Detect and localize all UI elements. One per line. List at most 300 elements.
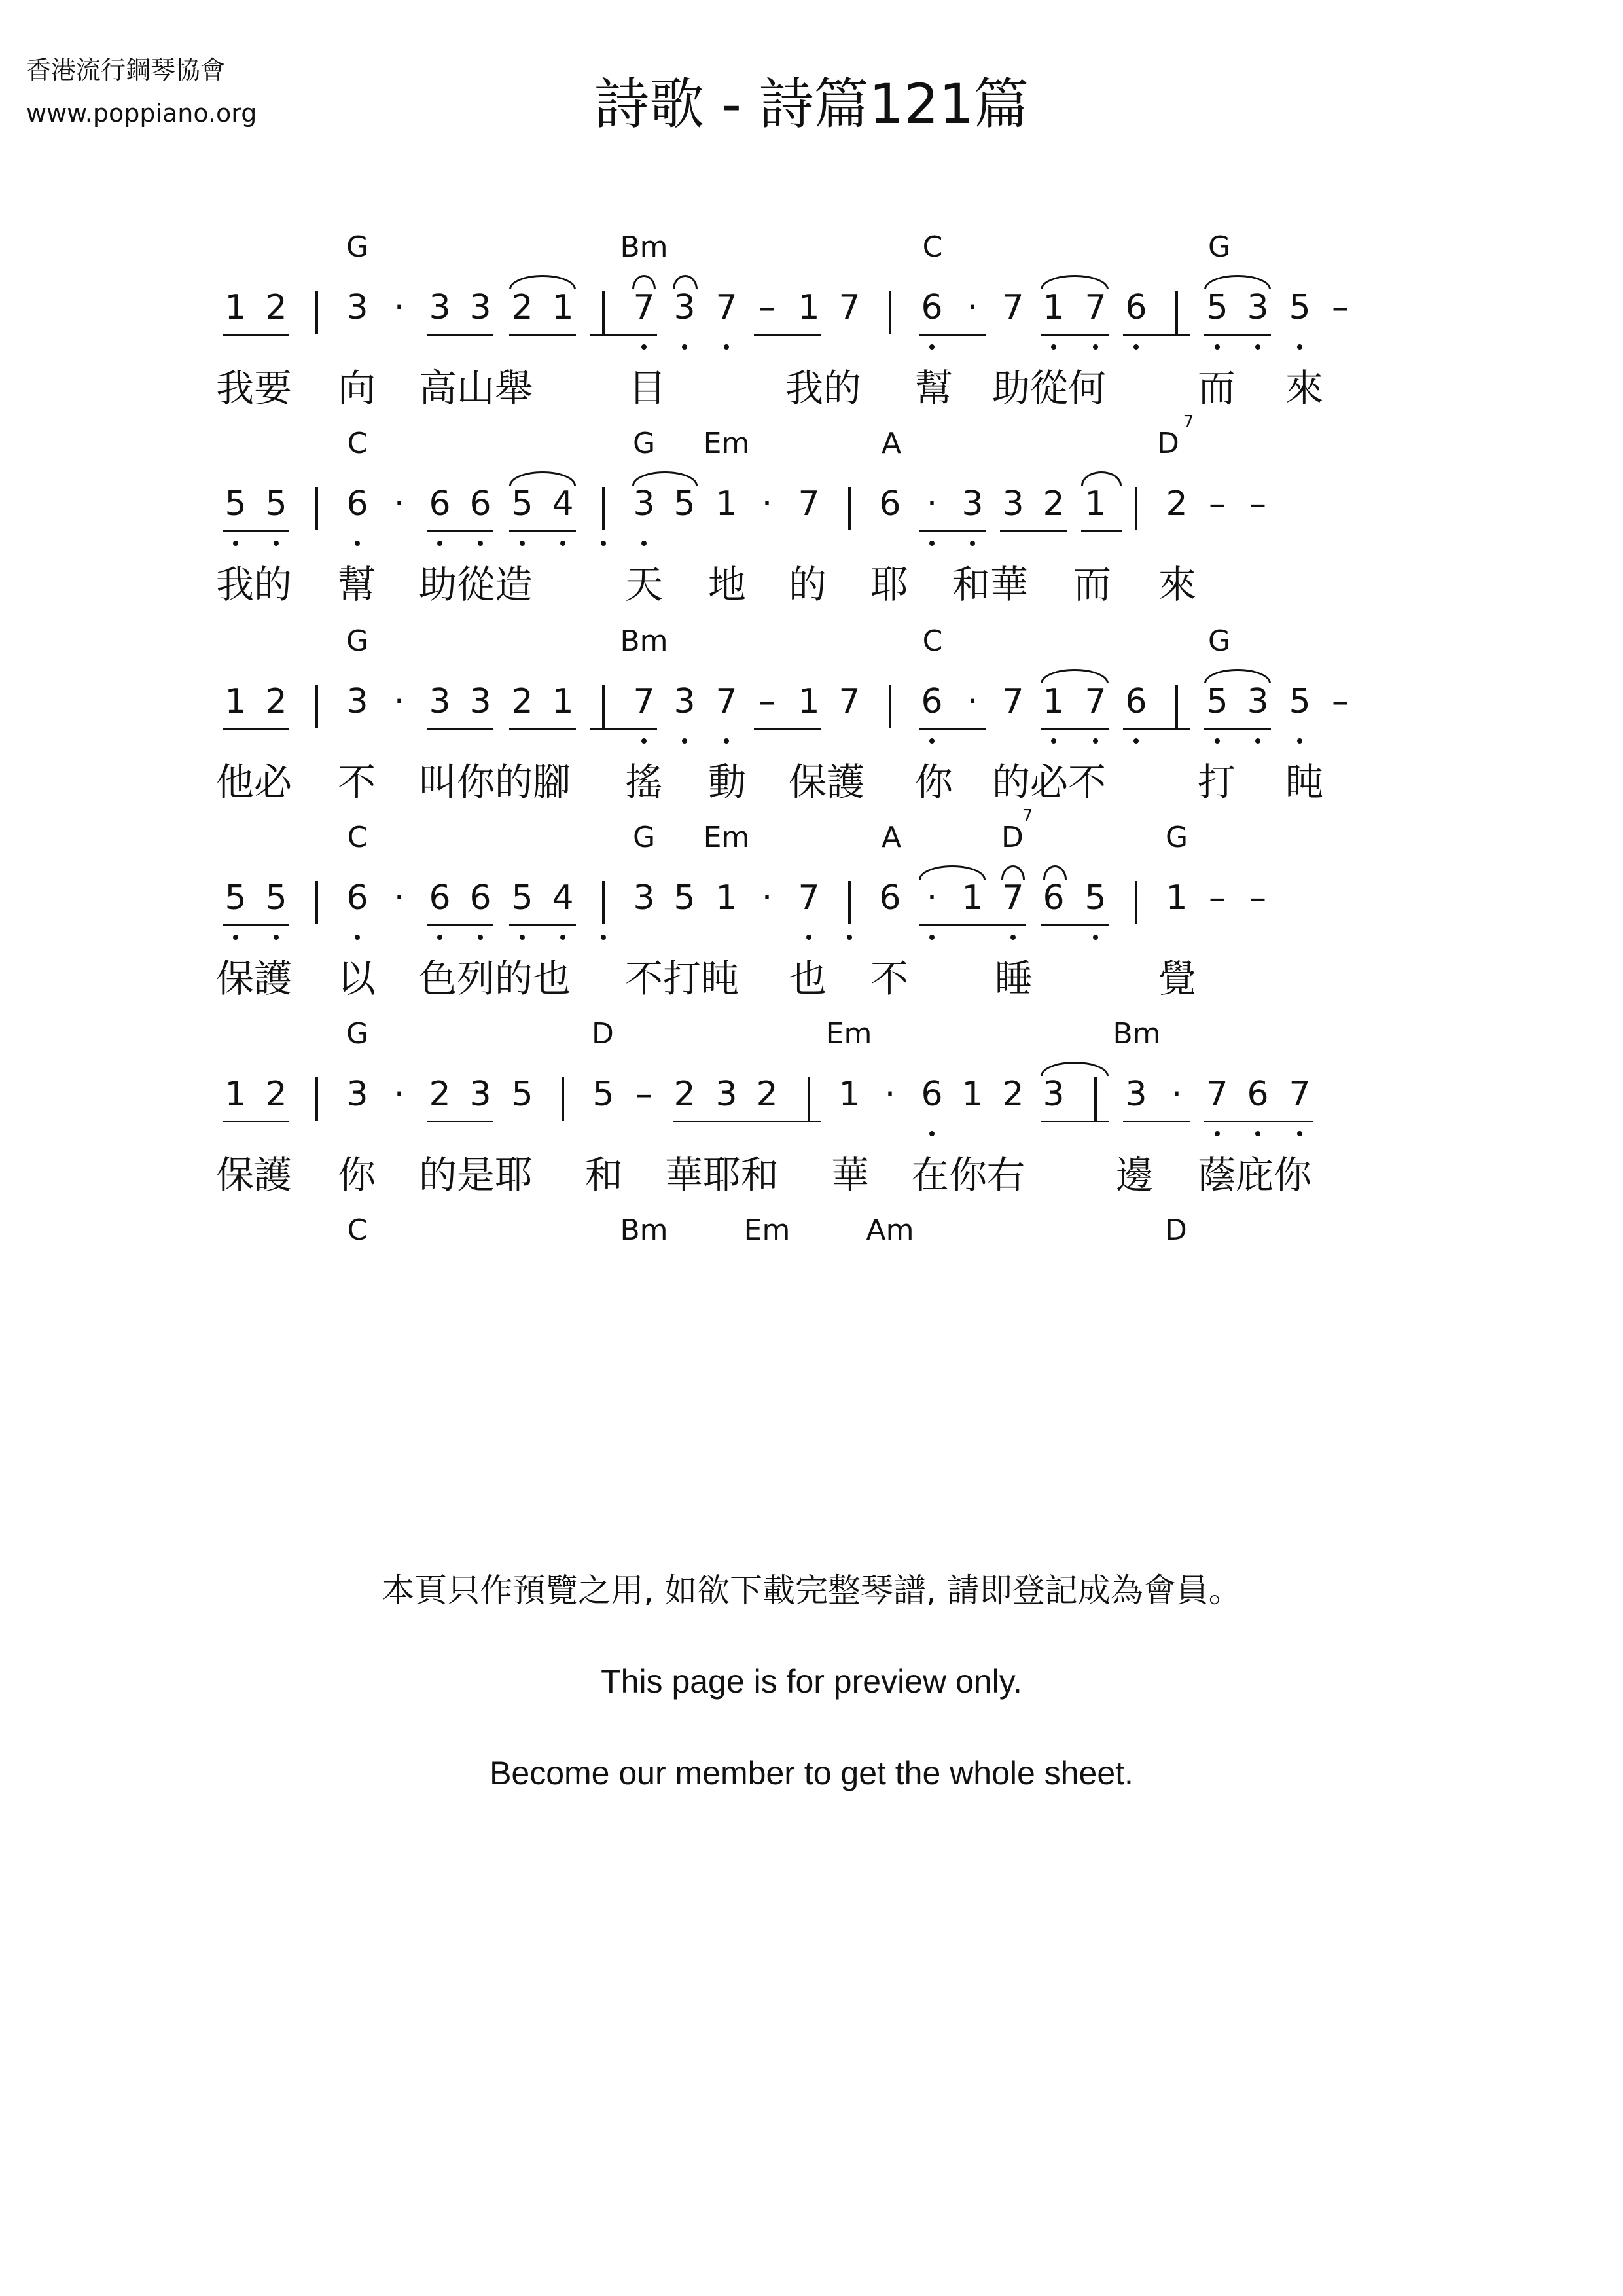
- note: 4: [552, 878, 574, 918]
- lyric-text: 在你右: [911, 1153, 1026, 1197]
- chord-symbol: D: [1001, 821, 1024, 854]
- note: 1: [1043, 288, 1065, 327]
- lyric-text: 目: [628, 366, 667, 410]
- tie-arc: [919, 865, 986, 880]
- lyric-text: 耶: [870, 562, 909, 607]
- note: 3: [673, 288, 696, 327]
- chord-symbol: Bm: [620, 1213, 668, 1247]
- chord-symbol: G: [1207, 230, 1231, 264]
- chord-symbol: C: [922, 230, 943, 264]
- note: 1: [552, 288, 574, 327]
- low-octave-dot: [1255, 1131, 1260, 1136]
- beam-underline: [919, 530, 986, 532]
- lyric-text: 天: [625, 562, 664, 607]
- lyric-text: 也: [789, 956, 827, 1001]
- note: 3: [469, 288, 491, 327]
- note: 7: [1206, 1075, 1228, 1114]
- note: 5: [265, 484, 287, 524]
- tie-arc: [1041, 275, 1109, 289]
- beam-underline: [427, 728, 493, 730]
- note: 6: [1043, 878, 1065, 918]
- note: 6: [429, 878, 451, 918]
- barline: [315, 685, 318, 728]
- chord-symbol: Am: [866, 1213, 914, 1247]
- note: 3: [961, 484, 984, 524]
- note: 1: [961, 1075, 984, 1114]
- dot-augmentation: ·: [884, 1075, 896, 1114]
- preview-notice-chinese: 本頁只作預覽之用, 如欲下載完整琴譜, 請即登記成為會員。: [382, 1571, 1241, 1609]
- note: 5: [592, 1075, 615, 1114]
- beam-underline: [673, 1121, 740, 1122]
- low-octave-dot: [233, 935, 238, 940]
- chord-symbol: C: [347, 427, 368, 460]
- chord-symbol: C: [347, 821, 368, 854]
- note: 3: [429, 288, 451, 327]
- dash-hold: –: [1209, 878, 1226, 918]
- chord-symbol: Bm: [620, 230, 668, 264]
- lyric-text: 向: [338, 366, 376, 410]
- tie-arc: [1041, 1062, 1109, 1076]
- barline: [808, 1077, 810, 1121]
- note: 7: [1084, 288, 1107, 327]
- low-octave-dot: [520, 935, 525, 940]
- lyric-text: 你: [338, 1153, 376, 1197]
- note: 1: [1166, 878, 1188, 918]
- note: 3: [346, 682, 368, 721]
- low-octave-dot: [560, 935, 565, 940]
- note: 3: [633, 484, 655, 524]
- low-octave-dot: [847, 935, 852, 940]
- note: 1: [798, 288, 820, 327]
- beam-underline: [427, 530, 493, 532]
- low-octave-dot: [437, 541, 442, 546]
- note: 5: [224, 878, 247, 918]
- barline: [1175, 291, 1178, 334]
- chord-symbol: G: [632, 821, 656, 854]
- lyric-text: 你: [915, 760, 954, 804]
- beam-underline: [754, 728, 821, 730]
- lyric-text: 幫: [338, 562, 376, 607]
- beam-underline: [1246, 1121, 1313, 1122]
- dot-augmentation: ·: [393, 682, 405, 721]
- low-octave-dot: [355, 935, 360, 940]
- lyric-text: 而: [1198, 366, 1236, 410]
- note: 7: [1289, 1075, 1311, 1114]
- chord-symbol: G: [346, 624, 369, 658]
- tie-arc: [1041, 669, 1109, 683]
- lyric-text: 不: [870, 956, 909, 1001]
- lyric-text: 蔭庇你: [1198, 1153, 1312, 1197]
- note: 6: [879, 484, 901, 524]
- note: 7: [1002, 878, 1024, 918]
- barline: [602, 291, 605, 334]
- low-octave-dot: [437, 935, 442, 940]
- note: 7: [633, 288, 655, 327]
- lyric-text: 助從造: [419, 562, 533, 607]
- chord-symbol: Em: [703, 821, 750, 854]
- chord-symbol: G: [346, 1017, 369, 1050]
- chord-symbol: G: [1165, 821, 1188, 854]
- low-octave-dot: [1133, 344, 1139, 350]
- low-octave-dot: [929, 1131, 935, 1136]
- chord-symbol: C: [347, 1213, 368, 1247]
- beam-underline: [1123, 728, 1190, 730]
- barline: [889, 685, 891, 728]
- note: 6: [346, 878, 368, 918]
- lyric-text: 邊: [1116, 1153, 1154, 1197]
- lyric-text: 我的: [785, 366, 862, 410]
- chord-symbol: Bm: [1113, 1017, 1161, 1050]
- lyric-text: 我的: [216, 562, 293, 607]
- lyric-text: 不打盹: [625, 956, 740, 1001]
- lyric-text: 來: [1158, 562, 1197, 607]
- note: 2: [265, 682, 287, 721]
- barline: [315, 487, 318, 530]
- note: 3: [715, 1075, 738, 1114]
- lyric-text: 以: [338, 956, 376, 1001]
- beam-underline: [1041, 334, 1109, 336]
- note: 7: [838, 682, 861, 721]
- lyric-text: 打: [1198, 760, 1236, 804]
- chord-symbol: D: [1165, 1213, 1187, 1247]
- note: 3: [469, 682, 491, 721]
- note: 3: [346, 288, 368, 327]
- low-octave-dot: [1093, 344, 1098, 350]
- lyric-text: 保護: [216, 956, 293, 1001]
- barline: [848, 881, 851, 924]
- note: 5: [1289, 682, 1311, 721]
- brand-name: 香港流行鋼琴協會: [26, 56, 226, 84]
- note: 5: [1084, 878, 1107, 918]
- note: 1: [1084, 484, 1107, 524]
- low-octave-dot: [929, 738, 935, 744]
- note: 2: [429, 1075, 451, 1114]
- chord-symbol: G: [346, 230, 369, 264]
- beam-underline: [1041, 728, 1109, 730]
- low-octave-dot: [601, 541, 606, 546]
- barline: [889, 291, 891, 334]
- note: 7: [715, 288, 738, 327]
- page-title: 詩歌 - 詩篇121篇: [594, 72, 1029, 136]
- note: 1: [838, 1075, 861, 1114]
- lyric-text: 地: [708, 562, 747, 607]
- note: 5: [673, 484, 696, 524]
- tie-arc: [509, 471, 576, 486]
- chord-symbol: A: [881, 821, 902, 854]
- barline: [1135, 881, 1137, 924]
- low-octave-dot: [1255, 738, 1260, 744]
- note: 6: [346, 484, 368, 524]
- low-octave-dot: [929, 541, 935, 546]
- brand-url: www.poppiano.org: [26, 99, 257, 128]
- note: 1: [224, 682, 247, 721]
- low-octave-dot: [806, 935, 812, 940]
- lyric-text: 不: [338, 760, 376, 804]
- note: 2: [265, 288, 287, 327]
- tie-arc: [673, 275, 698, 289]
- lyric-text: 覺: [1158, 956, 1197, 1001]
- low-octave-dot: [641, 344, 647, 350]
- beam-underline: [223, 728, 289, 730]
- barline: [1135, 487, 1137, 530]
- note: 5: [224, 484, 247, 524]
- low-octave-dot: [682, 738, 687, 744]
- note: 5: [1206, 288, 1228, 327]
- beam-underline: [1123, 1121, 1190, 1122]
- preview-notice-line1: This page is for preview only.: [601, 1663, 1022, 1700]
- note: 1: [715, 878, 738, 918]
- beam-underline: [1204, 334, 1271, 336]
- note: 5: [511, 878, 533, 918]
- low-octave-dot: [1215, 738, 1220, 744]
- beam-underline: [509, 924, 576, 926]
- low-octave-dot: [641, 541, 647, 546]
- note: 5: [1206, 682, 1228, 721]
- note: 1: [1043, 682, 1065, 721]
- note: 3: [346, 1075, 368, 1114]
- note: 6: [1125, 288, 1147, 327]
- lyric-text: 和: [585, 1153, 624, 1197]
- dot-augmentation: ·: [393, 1075, 405, 1114]
- dot-augmentation: ·: [761, 484, 773, 524]
- note: 3: [429, 682, 451, 721]
- dot-augmentation: ·: [967, 288, 978, 327]
- low-octave-dot: [724, 344, 729, 350]
- low-octave-dot: [1010, 935, 1016, 940]
- tie-arc: [509, 275, 576, 289]
- chord-symbol: Bm: [620, 624, 668, 658]
- chord-symbol: A: [881, 427, 902, 460]
- low-octave-dot: [1255, 344, 1260, 350]
- low-octave-dot: [355, 541, 360, 546]
- note: 7: [798, 484, 820, 524]
- beam-underline: [427, 1121, 493, 1122]
- tie-arc: [632, 471, 698, 486]
- note: 5: [511, 1075, 533, 1114]
- lyric-text: 華: [831, 1153, 870, 1197]
- tie-arc: [1081, 471, 1122, 486]
- low-octave-dot: [560, 541, 565, 546]
- low-octave-dot: [274, 935, 279, 940]
- lyric-text: 而: [1073, 562, 1112, 607]
- dash-hold: –: [635, 1075, 652, 1114]
- note: 6: [921, 1075, 943, 1114]
- beam-underline: [1204, 728, 1271, 730]
- low-octave-dot: [1093, 935, 1098, 940]
- barline: [1094, 1077, 1097, 1121]
- dash-hold: –: [1332, 682, 1349, 721]
- low-octave-dot: [682, 344, 687, 350]
- beam-underline: [1041, 924, 1109, 926]
- note: 1: [224, 1075, 247, 1114]
- dot-augmentation: ·: [393, 484, 405, 524]
- note: 3: [1002, 484, 1024, 524]
- dash-hold: –: [1209, 484, 1226, 524]
- tie-arc: [632, 275, 656, 289]
- note: 5: [1289, 288, 1311, 327]
- beam-underline: [754, 334, 821, 336]
- note: 6: [469, 484, 491, 524]
- barline: [602, 685, 605, 728]
- beam-underline: [1123, 334, 1190, 336]
- low-octave-dot: [601, 935, 606, 940]
- lyric-text: 助從何: [992, 366, 1107, 410]
- barline: [602, 881, 605, 924]
- chord-symbol: Em: [825, 1017, 872, 1050]
- beam-underline: [509, 334, 576, 336]
- chord-symbol: G: [632, 427, 656, 460]
- note: 2: [511, 288, 533, 327]
- chord-symbol: Em: [703, 427, 750, 460]
- note: 2: [756, 1075, 778, 1114]
- beam-underline: [959, 924, 1026, 926]
- note: 5: [265, 878, 287, 918]
- note: 7: [838, 288, 861, 327]
- tie-arc: [1001, 865, 1025, 880]
- barline: [315, 1077, 318, 1121]
- chord-superscript: 7: [1183, 412, 1194, 432]
- barline: [848, 487, 851, 530]
- beam-underline: [223, 530, 289, 532]
- note: 2: [1002, 1075, 1024, 1114]
- dot-augmentation: ·: [393, 878, 405, 918]
- beam-underline: [427, 924, 493, 926]
- note: 5: [511, 484, 533, 524]
- lyric-text: 動: [708, 760, 747, 804]
- note: 7: [798, 878, 820, 918]
- beam-underline: [590, 728, 657, 730]
- barline: [562, 1077, 564, 1121]
- low-octave-dot: [233, 541, 238, 546]
- dash-hold: –: [1249, 878, 1266, 918]
- note: 2: [673, 1075, 696, 1114]
- note: 7: [633, 682, 655, 721]
- note: 3: [1043, 1075, 1065, 1114]
- low-octave-dot: [1297, 1131, 1302, 1136]
- tie-arc: [1204, 275, 1271, 289]
- beam-underline: [509, 728, 576, 730]
- beam-underline: [590, 334, 657, 336]
- low-octave-dot: [929, 935, 935, 940]
- dash-hold: –: [758, 682, 776, 721]
- tie-arc: [1204, 669, 1271, 683]
- low-octave-dot: [641, 738, 647, 744]
- low-octave-dot: [478, 541, 483, 546]
- lyric-text: 和華: [952, 562, 1029, 607]
- low-octave-dot: [970, 541, 975, 546]
- tie-arc: [1043, 865, 1067, 880]
- note: 6: [1125, 682, 1147, 721]
- beam-underline: [427, 334, 493, 336]
- lyric-text: 保護: [789, 760, 865, 804]
- beam-underline: [223, 334, 289, 336]
- low-octave-dot: [724, 738, 729, 744]
- chord-symbol: Em: [743, 1213, 791, 1247]
- beam-underline: [919, 334, 986, 336]
- note: 2: [265, 1075, 287, 1114]
- dot-augmentation: ·: [926, 484, 938, 524]
- note: 7: [1002, 682, 1024, 721]
- note: 2: [511, 682, 533, 721]
- low-octave-dot: [1297, 344, 1302, 350]
- barline: [315, 881, 318, 924]
- low-octave-dot: [478, 935, 483, 940]
- low-octave-dot: [1051, 738, 1056, 744]
- note: 1: [961, 878, 984, 918]
- barline: [315, 291, 318, 334]
- lyric-text: 幫: [915, 366, 954, 410]
- note: 7: [1084, 682, 1107, 721]
- low-octave-dot: [1215, 344, 1220, 350]
- low-octave-dot: [929, 344, 935, 350]
- lyric-text: 他必: [216, 760, 293, 804]
- note: 6: [469, 878, 491, 918]
- note: 3: [1125, 1075, 1147, 1114]
- note: 3: [673, 682, 696, 721]
- low-octave-dot: [1297, 738, 1302, 744]
- chord-symbol: D: [592, 1017, 614, 1050]
- note: 3: [1247, 682, 1269, 721]
- low-octave-dot: [520, 541, 525, 546]
- lyric-text: 叫你的腳: [419, 760, 571, 804]
- chord-symbol: D: [1157, 427, 1179, 460]
- lyric-text: 的是耶: [419, 1153, 533, 1197]
- note: 5: [673, 878, 696, 918]
- beam-underline: [223, 924, 289, 926]
- lyric-text: 搖: [625, 760, 664, 804]
- low-octave-dot: [1051, 344, 1056, 350]
- chord-symbol: C: [922, 624, 943, 658]
- lyric-text: 的必不: [992, 760, 1107, 804]
- low-octave-dot: [274, 541, 279, 546]
- low-octave-dot: [1215, 1131, 1220, 1136]
- preview-notice-line2: Become our member to get the whole sheet.: [490, 1755, 1133, 1791]
- beam-underline: [223, 1121, 289, 1122]
- dash-hold: –: [1249, 484, 1266, 524]
- lyric-text: 盹: [1285, 760, 1324, 804]
- dot-augmentation: ·: [926, 878, 938, 918]
- note: 7: [1002, 288, 1024, 327]
- chord-symbol: G: [1207, 624, 1231, 658]
- note: 1: [552, 682, 574, 721]
- barline: [602, 487, 605, 530]
- note: 6: [879, 878, 901, 918]
- note: 2: [1043, 484, 1065, 524]
- note: 6: [1247, 1075, 1269, 1114]
- note: 6: [921, 288, 943, 327]
- barline: [1175, 685, 1178, 728]
- lyric-text: 色列的也: [419, 956, 571, 1001]
- beam-underline: [1041, 1121, 1109, 1122]
- low-octave-dot: [1093, 738, 1098, 744]
- dash-hold: –: [1332, 288, 1349, 327]
- note: 3: [1247, 288, 1269, 327]
- note: 1: [798, 682, 820, 721]
- dash-hold: –: [758, 288, 776, 327]
- beam-underline: [509, 530, 576, 532]
- note: 6: [921, 682, 943, 721]
- dot-augmentation: ·: [1171, 1075, 1183, 1114]
- lyric-text: 來: [1285, 366, 1324, 410]
- note: 3: [469, 1075, 491, 1114]
- beam-underline: [1000, 530, 1067, 532]
- dot-augmentation: ·: [967, 682, 978, 721]
- lyric-text: 高山舉: [419, 366, 533, 410]
- note: 7: [715, 682, 738, 721]
- lyric-text: 睡: [995, 956, 1033, 1001]
- lyric-text: 華耶和: [665, 1153, 779, 1197]
- note: 2: [1166, 484, 1188, 524]
